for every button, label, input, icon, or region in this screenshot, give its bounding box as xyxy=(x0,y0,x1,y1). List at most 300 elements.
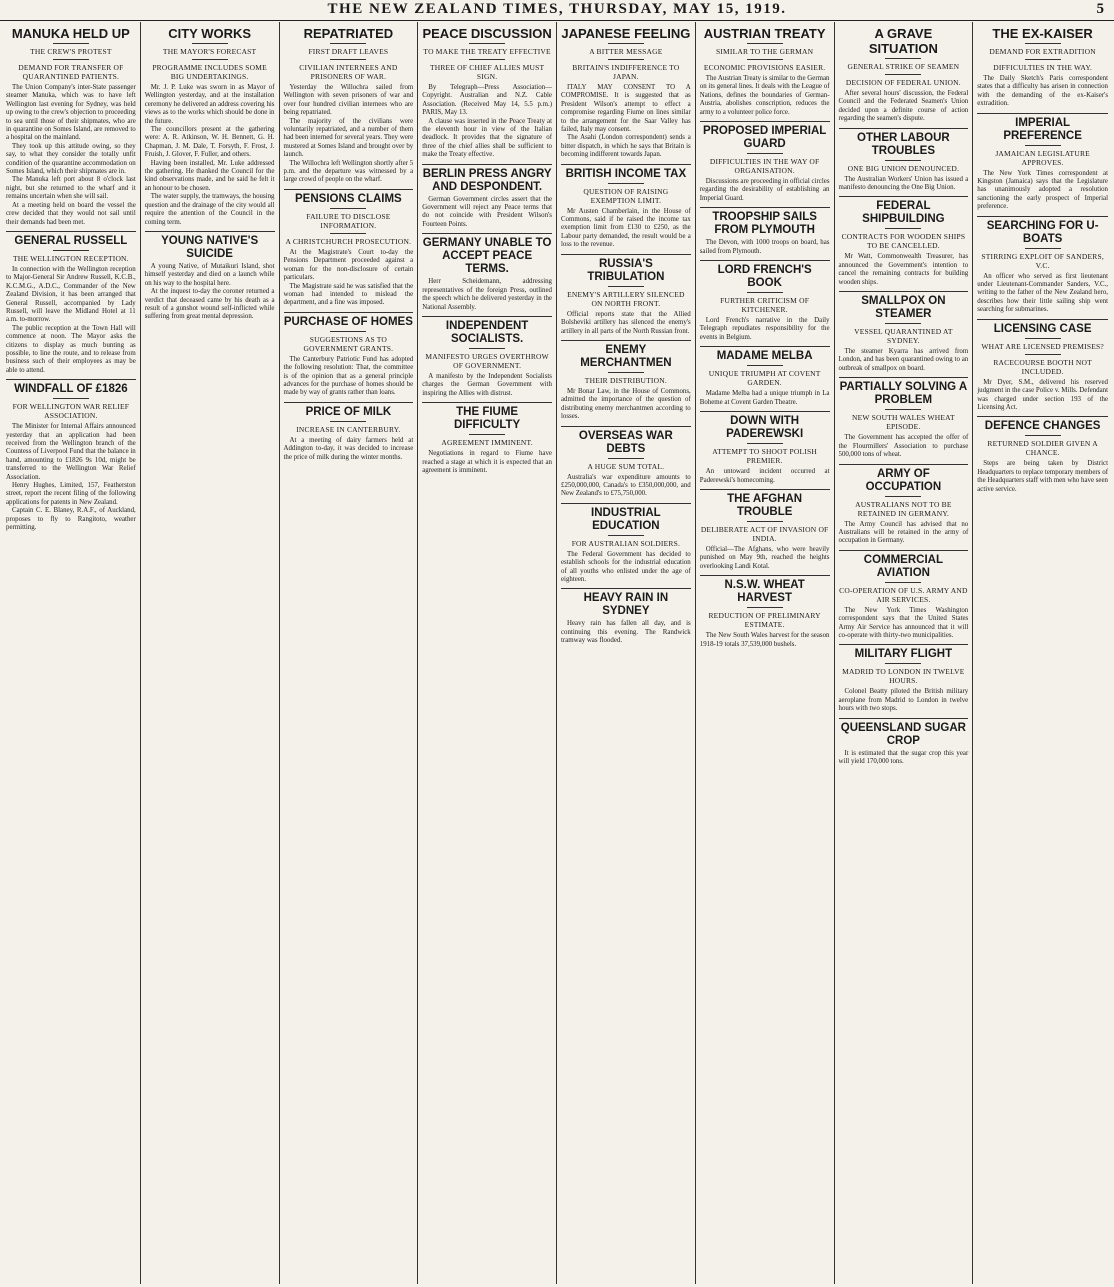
article xyxy=(977,113,1108,212)
article-divider xyxy=(284,189,414,190)
subheadline: SUGGESTIONS AS TO GOVERNMENT GRANTS. xyxy=(303,334,394,353)
article-divider xyxy=(839,644,969,645)
article-divider xyxy=(977,319,1108,320)
headline: RUSSIA'S TRIBULATION xyxy=(587,257,665,283)
article-body xyxy=(561,84,691,160)
article xyxy=(839,464,969,546)
headline-rule xyxy=(747,365,783,366)
paragraph: The Austrian Treaty is similar to the German on its general lines. It deals with the League of Nations, defines the boundaries of German-Austria, abolishes conscription, reduces the army to a volunteer police force. xyxy=(699,75,830,116)
article-divider xyxy=(839,377,969,378)
headline: MILITARY FLIGHT xyxy=(854,648,953,661)
article-divider xyxy=(839,196,969,197)
article-body xyxy=(284,437,414,462)
paragraph: The majority of the civilians were voluntarily repatriated, and a number of them had been interned for several years. They were mustered at Somes Island and brought over by launch. xyxy=(283,117,414,159)
subheadline: NEW SOUTH WALES WHEAT EPISODE. xyxy=(852,413,955,432)
article-divider xyxy=(700,411,830,412)
headline: IMPERIAL PREFERENCE xyxy=(1003,116,1082,142)
article-divider xyxy=(561,588,691,589)
article xyxy=(561,503,691,585)
article-divider xyxy=(422,316,552,317)
article-divider xyxy=(284,402,414,403)
article-divider xyxy=(700,121,830,122)
article-body xyxy=(977,170,1108,212)
paragraph: After several hours' discussion, the Federal Council and the Federated Seamen's Union decided upon a definite course of action regarding the seamen's dispute. xyxy=(838,90,969,123)
headline-rule xyxy=(608,458,644,459)
subheadline: MANIFESTO URGES OVERTHROW OF GOVERNMENT. xyxy=(425,351,549,370)
article xyxy=(839,550,969,641)
article-divider xyxy=(561,503,691,504)
article xyxy=(284,402,414,462)
article xyxy=(561,588,691,645)
article-body xyxy=(422,278,552,312)
article xyxy=(422,402,552,475)
article-body xyxy=(839,176,969,193)
paragraph: The New York Times correspondent at Kingston (Jamaica) says that the Legislature has unanimously adopted a resolution sanctioning the early prospect of Imperial preference. xyxy=(977,169,1108,211)
article xyxy=(145,231,275,322)
paragraph: Mr Austen Chamberlain, in the House of Commons, said if he raised the income tax exemption limit from £130 to £250, as the Labour party demanded, the result would be a loss to the revenue. xyxy=(561,207,691,249)
article xyxy=(6,379,136,532)
headline-rule xyxy=(330,208,366,209)
subheadline: STIRRING EXPLOIT OF SANDERS, V.C. xyxy=(981,251,1104,270)
column-6 xyxy=(696,22,835,1284)
paragraph: The Army Council has advised that no Australians will be retained in the army of occupation in Germany. xyxy=(838,520,969,545)
subheadline: THE WELLINGTON RECEPTION. xyxy=(13,253,129,263)
headline: OTHER LABOUR TROUBLES xyxy=(857,131,950,157)
article xyxy=(700,26,830,117)
article-divider xyxy=(561,254,691,255)
article-body xyxy=(700,632,830,649)
headline: HEAVY RAIN IN SYDNEY xyxy=(583,592,669,618)
article xyxy=(284,189,414,308)
paragraph: It is estimated that the sugar crop this year will yield 170,000 tons. xyxy=(838,749,969,765)
headline: FEDERAL SHIPBUILDING xyxy=(862,200,945,226)
article-divider xyxy=(422,233,552,234)
article xyxy=(284,26,414,185)
paragraph: The water supply, the tramways, the housing question and the drainage of the city would all require the attention of the Council in the coming term. xyxy=(144,193,275,226)
article-divider xyxy=(977,216,1108,217)
article-body xyxy=(839,688,969,713)
article xyxy=(977,26,1108,109)
subheadline: DIFFICULTIES IN THE WAY OF ORGANISATION. xyxy=(709,157,820,176)
headline-rule xyxy=(53,250,89,251)
headline: OVERSEAS WAR DEBTS xyxy=(578,429,673,455)
subheadline: ONE BIG UNION DENOUNCED. xyxy=(847,163,960,173)
article xyxy=(284,312,414,398)
subheadline: CIVILIAN INTERNEES AND PRISONERS OF WAR. xyxy=(299,63,398,81)
subheadline: DEMAND FOR EXTRADITION xyxy=(989,47,1096,56)
article xyxy=(145,26,275,227)
headline: MANUKA HELD UP xyxy=(11,26,130,41)
paragraph: The Federal Government has decided to establish schools for the industrial education of all youths who enlisted under the age of eighteen. xyxy=(561,550,691,583)
subheadline: THE MAYOR'S FORECAST xyxy=(162,47,257,56)
paragraph: The Minister for Internal Affairs announced yesterday that an application had been received from the Wellington branch of the Countess of Liverpool Fund that the balance in hand, amounting to £1826 9s 10d, might be transferred to the Wellington War Relief Association. xyxy=(6,423,136,481)
headline-rule xyxy=(608,286,644,287)
article xyxy=(422,316,552,398)
article-divider xyxy=(977,416,1108,417)
subheadline: REDUCTION OF PRELIMINARY ESTIMATE. xyxy=(708,611,821,630)
column-5 xyxy=(557,22,696,1284)
article-divider xyxy=(700,346,830,347)
headline: CITY WORKS xyxy=(168,26,252,41)
article-body xyxy=(145,84,275,227)
article xyxy=(561,26,691,160)
paragraph: The Willochra left Wellington shortly after 5 p.m. and the departure was witnessed by a large crowd of people on the wharf. xyxy=(283,159,414,184)
headline: ARMY OF OCCUPATION xyxy=(865,467,942,493)
article xyxy=(700,346,830,407)
headline-rule xyxy=(1025,145,1061,146)
headline-rule xyxy=(885,582,921,583)
article-divider xyxy=(977,113,1108,114)
article xyxy=(700,207,830,256)
article xyxy=(839,26,969,124)
article-divider xyxy=(839,291,969,292)
paragraph: The Canterbury Patriotic Fund has adopted the following resolution: That, the committee is of the opinion that as a general principle advances for the purchase of homes should be made by way of grants rather than loans. xyxy=(283,355,414,397)
subheadline: DELIBERATE ACT OF INVASION OF INDIA. xyxy=(700,524,829,543)
headline: SEARCHING FOR U-BOATS xyxy=(986,219,1099,245)
paragraph: ITALY MAY CONSENT TO A COMPROMISE. It is suggested that as President Wilson's attempt to effect a compromise regarding Fiume on lines similar to the arrangement for the Saar Valley has failed, Italy may consent. xyxy=(561,84,691,134)
article xyxy=(6,26,136,227)
paragraph: An untoward incident occurred at Paderewski's homecoming. xyxy=(699,468,830,484)
paragraph: Having been installed, Mr. Luke addressed the gathering. He thanked the Council for the kind observations made, and he said he felt it an honour to be chosen. xyxy=(144,159,275,192)
paragraph: The Asahi (London correspondent) sends a bitter dispatch, in which he says that Britain is becoming indifferent towards Japan. xyxy=(561,134,691,159)
headline-rule xyxy=(747,43,783,44)
article xyxy=(700,121,830,203)
article-body xyxy=(700,468,830,485)
subheadline: FURTHER CRITICISM OF KITCHENER. xyxy=(720,296,810,315)
paragraph: Madame Melba had a unique triumph in La Boheme at Covent Garden Theatre. xyxy=(699,390,830,406)
subheadline: FAILURE TO DISCLOSE INFORMATION. xyxy=(306,211,391,230)
article-body xyxy=(839,607,969,641)
paragraph: By Telegraph—Press Association—Copyright. Australian and N.Z. Cable Association. (Received May 14, 5.5 p.m.) PARIS, May 13. xyxy=(422,84,552,117)
subheadline: THREE OF CHIEF ALLIES MUST SIGN. xyxy=(429,63,545,81)
article-body xyxy=(284,356,414,398)
headline-rule xyxy=(1025,248,1061,249)
subheadline: A CHRISTCHURCH PROSECUTION. xyxy=(285,236,412,246)
masthead xyxy=(0,0,1114,21)
headline-rule xyxy=(1025,43,1061,44)
subheadline: INCREASE IN CANTERBURY. xyxy=(296,424,401,434)
article-divider xyxy=(839,718,969,719)
headline: TROOPSHIP SAILS FROM PLYMOUTH xyxy=(712,211,817,237)
article-body xyxy=(839,253,969,287)
newspaper-title: THE NEW ZEALAND TIMES, THURSDAY, MAY 15, 1919. xyxy=(327,1,787,17)
subheadline: JAMAICAN LEGISLATURE APPROVES. xyxy=(995,148,1090,167)
article-divider xyxy=(700,207,830,208)
paragraph: The New South Wales harvest for the season 1918-19 totals 37,539,000 bushels. xyxy=(699,632,830,648)
subheadline: A BITTER MESSAGE xyxy=(589,47,663,56)
paragraph: Henry Hughes, Limited, 157, Featherston street, report the recent filing of the following applications for patents in New Zealand. xyxy=(6,482,136,506)
article xyxy=(6,231,136,375)
headline: PENSIONS CLAIMS xyxy=(295,192,402,205)
headline-rule xyxy=(885,496,921,497)
article-divider xyxy=(700,575,830,576)
subheadline: DECISION OF FEDERAL UNION. xyxy=(845,78,961,87)
paragraph: Captain C. E. Blaney, R.A.F., of Auckland, proposes to fly to Rangitoto, weather permitting. xyxy=(6,507,136,532)
article xyxy=(561,426,691,499)
headline-rule xyxy=(608,43,644,44)
paragraph: Mr. J. P. Luke was sworn in as Mayor of Wellington yesterday, and at the installation ceremony he delivered an address covering his views as to the works which should be done in the future. xyxy=(144,84,275,125)
article xyxy=(977,319,1108,413)
headline-rule xyxy=(1025,354,1061,355)
subheadline: BRITAIN'S INDIFFERENCE TO JAPAN. xyxy=(572,63,680,81)
article-body xyxy=(561,311,691,336)
headline-rule xyxy=(885,323,921,324)
headline-rule xyxy=(469,43,505,44)
article-body xyxy=(839,348,969,373)
subheadline: A HUGE SUM TOTAL. xyxy=(587,461,665,471)
subheadline: CONTRACTS FOR WOODEN SHIPS TO BE CANCELLED. xyxy=(841,232,966,251)
headline-rule xyxy=(885,160,921,161)
article-divider xyxy=(284,312,414,313)
headline-rule xyxy=(330,421,366,422)
headline-rule xyxy=(330,331,366,332)
headline-rule xyxy=(747,153,783,154)
subheadline: THEIR DISTRIBUTION. xyxy=(584,375,667,385)
article-divider xyxy=(700,489,830,490)
page-number: 5 xyxy=(1096,1,1104,17)
article-body xyxy=(977,460,1108,494)
subheadline: QUESTION OF RAISING EXEMPTION LIMIT. xyxy=(583,186,669,205)
paragraph: At a meeting held on board the vessel the crew decided that they would not sail until their demands had been met. xyxy=(6,201,136,226)
headline-rule xyxy=(747,292,783,293)
article-divider xyxy=(561,426,691,427)
paragraph: They took up this attitude owing, so they say, to what they consider the totally unfit condition of the quarantine accommodation on Somes Island, which their shipmates are in. xyxy=(6,142,136,176)
headline-rule xyxy=(469,59,505,60)
article-body xyxy=(422,196,552,230)
paragraph: A clause was inserted in the Peace Treaty at the eleventh hour in view of the Italian deadlock. It provides that the signature of three of the chief allies shall be sufficient to make the Treaty effective. xyxy=(422,117,552,159)
headline: PRICE OF MILK xyxy=(305,405,392,418)
subheadline: RETURNED SOLDIER GIVEN A CHANCE. xyxy=(987,439,1098,458)
subheadline: FOR AUSTRALIAN SOLDIERS. xyxy=(571,538,681,548)
article-body xyxy=(700,317,830,342)
headline-rule xyxy=(885,228,921,229)
paragraph: Official reports state that the Allied Bolsheviki artillery has silenced the enemy's artillery in all parts of the North Russian front. xyxy=(561,310,691,335)
headline-rule xyxy=(1025,435,1061,436)
subheadline: GENERAL STRIKE OF SEAMEN xyxy=(847,62,960,71)
headline-rule xyxy=(885,663,921,664)
headline: REPATRIATED xyxy=(303,26,394,41)
article-divider xyxy=(6,379,136,380)
headline: THE AFGHAN TROUBLE xyxy=(727,492,803,518)
article xyxy=(422,164,552,230)
headline: YOUNG NATIVE'S SUICIDE xyxy=(161,234,259,260)
article-body xyxy=(422,84,552,160)
headline: INDUSTRIAL EDUCATION xyxy=(591,506,661,532)
headline: AUSTRIAN TREATY xyxy=(703,26,826,41)
subheadline: ENEMY'S ARTILLERY SILENCED ON NORTH FRONT. xyxy=(567,289,685,308)
paragraph: At a meeting of dairy farmers held at Addington to-day, it was decided to increase the price of milk during the winter months. xyxy=(283,436,414,461)
paragraph: The Union Company's inter-State passenger steamer Manuka, which was to have left Wellington last evening for Sydney, was held up owing to the crew's objection to proceeding to sea until those of their shipmates, who are in quarantine on Somes Island, are removed to a hospital on the mainland. xyxy=(6,84,136,142)
subheadline: VESSEL QUARANTINED AT SYDNEY. xyxy=(854,327,953,346)
article-body xyxy=(700,75,830,117)
article-body xyxy=(700,178,830,203)
article-body xyxy=(839,750,969,767)
paragraph: The steamer Kyarra has arrived from London, and has been quarantined owing to an outbreak of smallpox on board. xyxy=(838,348,969,372)
paragraph: Herr Scheidemann, addressing representatives of the foreign Press, outlined the speech which he delivered yesterday in the National Assembly. xyxy=(422,278,552,311)
headline: JAPANESE FEELING xyxy=(561,26,691,41)
article xyxy=(561,164,691,250)
paragraph: Steps are being taken by District Headquarters to replace temporary members of the Headquarters staff with men who have seen active service. xyxy=(977,460,1108,493)
article-body xyxy=(284,84,414,185)
headline-rule xyxy=(747,607,783,608)
article-divider xyxy=(561,164,691,165)
subheadline: MADRID TO LONDON IN TWELVE HOURS. xyxy=(842,667,965,686)
paragraph: Discussions are proceeding in official circles regarding the desirability of establishing an Imperial Guard. xyxy=(699,178,830,202)
paragraph: Lord French's narrative in the Daily Telegraph repudiates responsibility for the events in Belgium. xyxy=(699,317,830,341)
article-divider xyxy=(700,260,830,261)
article xyxy=(839,644,969,713)
headline-rule xyxy=(192,43,228,44)
headline: PEACE DISCUSSION xyxy=(422,26,552,41)
headline-rule xyxy=(608,183,644,184)
headline: LICENSING CASE xyxy=(993,322,1092,335)
paragraph: The Government has accepted the offer of the Flourmillers' Association to purchase 500,000 tons of wheat. xyxy=(838,434,969,459)
article xyxy=(422,233,552,312)
article-body xyxy=(700,239,830,256)
paragraph: The Devon, with 1000 troops on board, has sailed from Plymouth. xyxy=(699,239,830,255)
headline: QUEENSLAND SUGAR CROP xyxy=(840,721,966,747)
headline-rule xyxy=(330,233,366,234)
article-divider xyxy=(839,464,969,465)
article-body xyxy=(284,249,414,308)
headline-rule xyxy=(885,74,921,75)
column-2 xyxy=(141,22,280,1284)
paragraph: The public reception at the Town Hall will commence at noon. The Mayor asks the citizens to display as much bunting as possible, to line the route, and to release from business such of their employees as may be able to attend. xyxy=(6,324,136,374)
article xyxy=(422,26,552,160)
headline: DOWN WITH PADEREWSKI xyxy=(726,415,804,441)
article-divider xyxy=(422,164,552,165)
headline-rule xyxy=(192,59,228,60)
article-body xyxy=(977,379,1108,413)
article-body xyxy=(561,551,691,585)
article xyxy=(700,411,830,485)
article-body xyxy=(977,75,1108,109)
paragraph: German Government circles assert that the Government will reject any Peace terms that do not coincide with President Wilson's Fourteen Points. xyxy=(422,195,552,228)
paragraph: A young Native, of Mutaikuri Island, shot himself yesterday and died on a launch while on his way to the hospital here. xyxy=(144,262,275,287)
article-body xyxy=(422,373,552,398)
article-body xyxy=(6,266,136,375)
headline-rule xyxy=(747,59,783,60)
headline-rule xyxy=(469,434,505,435)
subheadline: ECONOMIC PROVISIONS EASIER. xyxy=(703,63,826,72)
headline-rule xyxy=(885,58,921,59)
article xyxy=(839,718,969,767)
paragraph: The New York Times Washington correspondent says that the United States Army Air Service has announced that it will co-operate with thirty-two municipalities. xyxy=(838,606,969,639)
paragraph: In connection with the Wellington reception to Major-General Sir Andrew Russell, K.C.B., K.C.M.G., A.D.C., Commander of the New Zealand Division, it has been arranged that General Russell, accompanied by Lady Russell, will leave the Midland Hotel at 11 a.m. to-morrow. xyxy=(6,265,136,324)
column-4 xyxy=(418,22,557,1284)
paragraph: Mr Dyer, S.M., delivered his reserved judgment in the case Police v. Mills. Defendant was charged under section 193 of the Licensing Act. xyxy=(977,378,1108,411)
article xyxy=(561,254,691,336)
article-body xyxy=(977,273,1108,315)
article-body xyxy=(6,84,136,227)
column-8 xyxy=(973,22,1112,1284)
article-body xyxy=(700,546,830,571)
article xyxy=(700,260,830,342)
article xyxy=(700,575,830,649)
headline-rule xyxy=(747,443,783,444)
headline: INDEPENDENT SOCIALISTS. xyxy=(445,319,529,345)
article xyxy=(977,216,1108,315)
paragraph: A manifesto by the Independent Socialists charges the German Government with inspiring the Allies with distrust. xyxy=(422,372,552,397)
headline-rule xyxy=(53,43,89,44)
subheadline: AUSTRALIANS NOT TO BE RETAINED IN GERMANY. xyxy=(855,499,952,518)
headline: THE FIUME DIFFICULTY xyxy=(454,406,521,432)
headline-rule xyxy=(53,398,89,399)
subheadline: WHAT ARE LICENSED PREMISES? xyxy=(981,341,1104,351)
article-body xyxy=(561,620,691,645)
headline: SMALLPOX ON STEAMER xyxy=(861,295,946,321)
article-body xyxy=(561,208,691,250)
subheadline: RACECOURSE BOOTH NOT INCLUDED. xyxy=(993,357,1092,376)
column-3 xyxy=(280,22,419,1284)
article-body xyxy=(839,521,969,546)
column-7 xyxy=(835,22,974,1284)
headline: GENERAL RUSSELL xyxy=(14,234,128,247)
subheadline: ATTEMPT TO SHOOT POLISH PREMIER. xyxy=(712,447,817,466)
article xyxy=(839,291,969,373)
paragraph: The Daily Sketch's Paris correspondent states that a difficulty has arisen in connection with the demanding of the ex-Kaiser's extradition. xyxy=(977,75,1108,108)
article-body xyxy=(561,474,691,499)
paragraph: The councillors present at the gathering were: A. R. Atkinson, W. H. Bennett, G. H. Chapman, J. M. Dale, T. Forsyth, F. Frost, J. Fruish, J. Glover, F. Fuller, and others. xyxy=(144,126,275,159)
headline: BERLIN PRESS ANGRY AND DESPONDENT. xyxy=(422,167,552,193)
article-body xyxy=(700,390,830,407)
article-divider xyxy=(145,231,275,232)
article-body xyxy=(145,263,275,322)
headline: WINDFALL OF £1826 xyxy=(14,383,128,396)
headline: DEFENCE CHANGES xyxy=(984,420,1101,433)
subheadline: DEMAND FOR TRANSFER OF QUARANTINED PATIENTS. xyxy=(18,63,124,81)
headline-rule xyxy=(330,59,366,60)
paragraph: Official—The Afghans, who were heavily punished on May 9th, reached the heights overlooking Landi Kotal. xyxy=(699,545,830,570)
article-divider xyxy=(839,550,969,551)
article xyxy=(977,416,1108,494)
subheadline: FOR WELLINGTON WAR RELIEF ASSOCIATION. xyxy=(12,402,130,421)
subheadline: TO MAKE THE TREATY EFFECTIVE xyxy=(423,47,551,56)
paragraph: The Magistrate said he was satisfied that the woman had intended to mislead the department, and a fine was imposed. xyxy=(283,282,414,307)
article-divider xyxy=(6,231,136,232)
headline: MADAME MELBA xyxy=(716,350,813,363)
paragraph: Colonel Beatty piloted the British military aeroplane from Madrid to London in twelve hours with two stops. xyxy=(838,688,969,713)
subheadline: CO-OPERATION OF U.S. ARMY AND AIR SERVICES. xyxy=(839,585,968,604)
headline: THE EX-KAISER xyxy=(992,26,1093,41)
paragraph: Heavy rain has fallen all day, and is continuing this evening. The Randwick tramway was flooded. xyxy=(561,620,691,645)
headline-rule xyxy=(53,59,89,60)
headline: PARTIALLY SOLVING A PROBLEM xyxy=(839,381,968,407)
paragraph: Australia's war expenditure amounts to £250,000,000, Canada's to £350,000,000, and New Zealand's to £75,750,000. xyxy=(561,473,691,498)
subheadline: FIRST DRAFT LEAVES xyxy=(308,47,389,56)
headline: COMMERCIAL AVIATION xyxy=(863,553,943,579)
headline: N.S.W. WHEAT HARVEST xyxy=(724,579,805,605)
paragraph: An officer who served as first lieutenant under Lieutenant-Commander Sanders, V.C., writing to the father of the New Zealand hero, describes how their little sailing ship went searching for submarines. xyxy=(977,272,1108,314)
article-body xyxy=(6,423,136,532)
subheadline: PROGRAMME INCLUDES SOME BIG UNDERTAKINGS. xyxy=(152,63,267,81)
paragraph: The Australian Workers' Union has issued a manifesto denouncing the One Big Union. xyxy=(838,175,969,192)
headline: PURCHASE OF HOMES xyxy=(283,315,413,328)
paragraph: Yesterday the Willochra sailed from Wellington with seven prisoners of war and over four hundred civilian internees who are being repatriated. xyxy=(283,84,414,117)
article-divider xyxy=(839,128,969,129)
headline-rule xyxy=(1025,59,1061,60)
article xyxy=(700,489,830,571)
headline: ENEMY MERCHANTMEN xyxy=(580,343,672,369)
headline: A GRAVE SITUATION xyxy=(868,26,938,56)
paragraph: The Manuka left port about 8 o'clock last night, but she returned to the wharf and it remains uncertain when she will sail. xyxy=(6,176,136,201)
headline-rule xyxy=(885,409,921,410)
subheadline: DIFFICULTIES IN THE WAY. xyxy=(993,63,1093,72)
headline: GERMANY UNABLE TO ACCEPT PEACE TERMS. xyxy=(422,237,552,276)
article xyxy=(561,340,691,422)
article-divider xyxy=(561,340,691,341)
paragraph: Mr Watt, Commonwealth Treasurer, has announced the Government's intention to cancel the remaining contracts for building wooden ships. xyxy=(838,253,969,286)
